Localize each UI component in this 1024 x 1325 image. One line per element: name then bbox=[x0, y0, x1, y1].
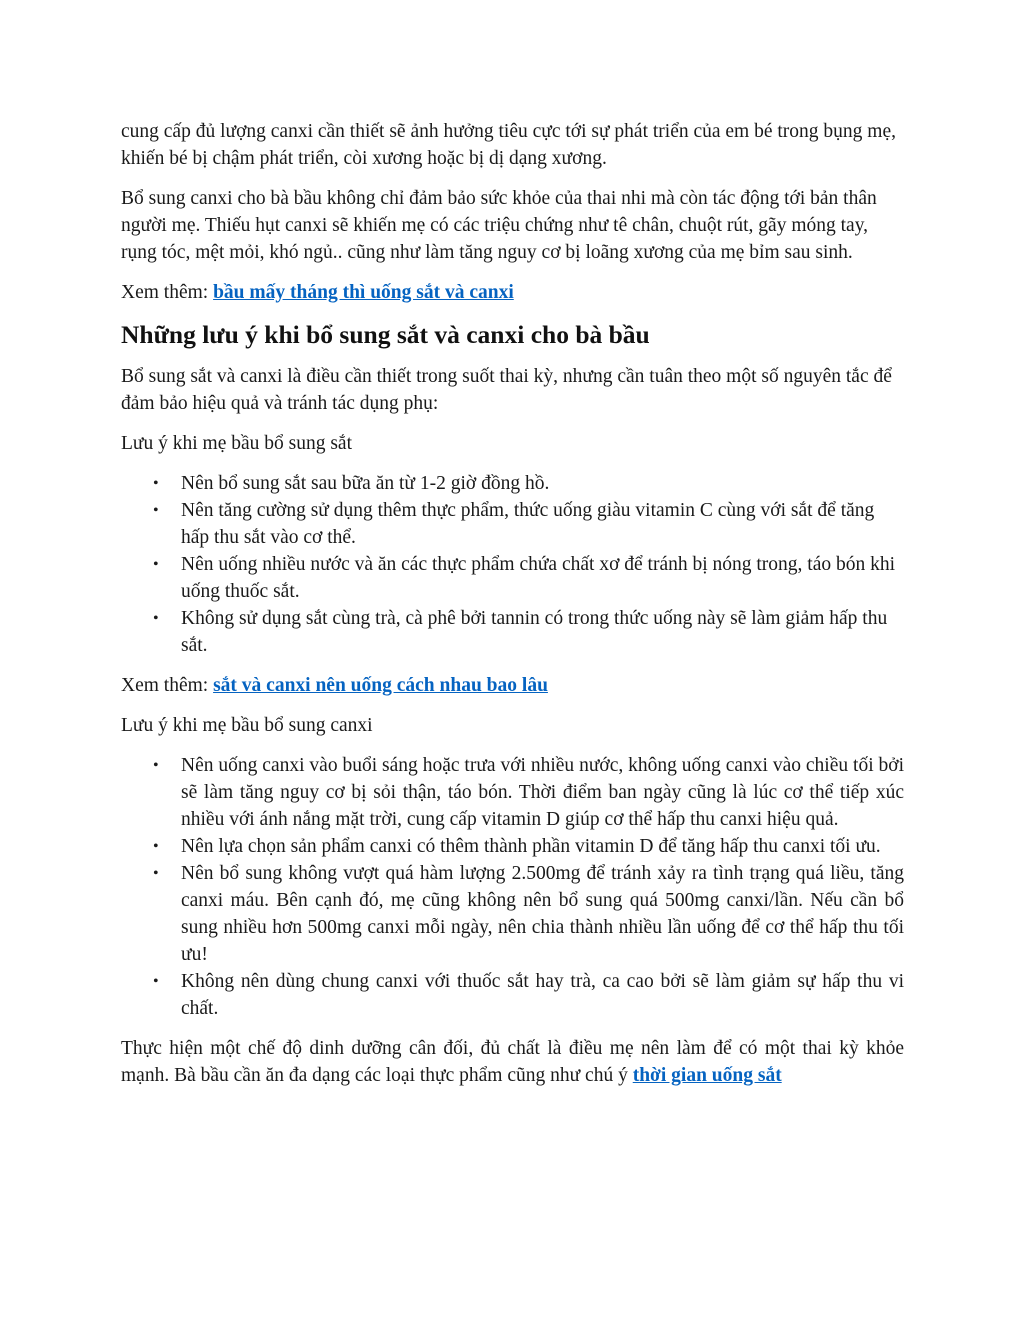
calcium-notes-list bbox=[121, 752, 904, 1022]
list-item-text: Nên bổ sung không vượt quá hàm lượng 2.500mg để tránh xảy ra tình trạng quá liều, tăng canxi máu. Bên cạnh đó, mẹ cũng không nên bổ sung quá 500mg canxi/lần. Nếu cần bổ sung nhiều hơn 500mg canxi mỗi ngày, nên chia thành nhiều lần uống để cơ thể hấp thu tối ưu! bbox=[181, 863, 904, 965]
list-item-text: Nên uống canxi vào buổi sáng hoặc trưa với nhiều nước, không uống canxi vào chiều tối bởi sẽ làm tăng nguy cơ bị sỏi thận, táo bón. Thời điểm ban ngày cũng là lúc cơ thể tiếp xúc nhiều với ánh nắng mặt trời, cung cấp vitamin D giúp cơ thể hấp thu canxi hiệu quả. bbox=[181, 755, 904, 830]
list-item-text: Nên tăng cường sử dụng thêm thực phẩm, thức uống giàu vitamin C cùng với sắt để tăng hấp thu sắt vào cơ thể. bbox=[181, 500, 875, 548]
bullet-icon: • bbox=[153, 865, 159, 882]
paragraph-calcium-effects: cung cấp đủ lượng canxi cần thiết sẽ ảnh hưởng tiêu cực tới sự phát triển của em bé trong bụng mẹ, khiến bé bị chậm phát triển, còi xương hoặc bị dị dạng xương. bbox=[121, 121, 896, 169]
list-item bbox=[121, 551, 904, 605]
paragraph-calcium-mother: Bổ sung canxi cho bà bầu không chỉ đảm bảo sức khỏe của thai nhi mà còn tác động tới bản thân người mẹ. Thiếu hụt canxi sẽ khiến mẹ có các triệu chứng như tê chân, chuột rút, gãy móng tay, rụng tóc, mệt mỏi, khó ngủ.. cũng như làm tăng nguy cơ bị loãng xương của mẹ bỉm sau sinh. bbox=[121, 188, 877, 263]
iron-notes-list bbox=[121, 470, 904, 659]
bullet-icon: • bbox=[153, 757, 159, 774]
list-item bbox=[121, 605, 904, 659]
bullet-icon: • bbox=[153, 838, 159, 855]
see-more-link-interval[interactable]: sắt và canxi nên uống cách nhau bao lâu bbox=[213, 675, 548, 696]
link-iron-timing[interactable]: thời gian uống sắt bbox=[632, 1065, 782, 1086]
closing-text: Thực hiện một chế độ dinh dưỡng cân đối, đủ chất là điều mẹ nên làm để có một thai kỳ khỏe mạnh. Bà bầu cần ăn đa dạng các loại thực phẩm cũng như chú ý bbox=[121, 1038, 904, 1086]
iron-section-title: Lưu ý khi mẹ bầu bổ sung sắt bbox=[121, 433, 353, 454]
see-more-label: Xem thêm: bbox=[121, 282, 214, 303]
list-item bbox=[121, 752, 904, 833]
list-item bbox=[121, 497, 904, 551]
paragraph-intro: Bổ sung sắt và canxi là điều cần thiết trong suốt thai kỳ, nhưng cần tuân theo một số nguyên tắc để đảm bảo hiệu quả và tránh tác dụng phụ: bbox=[121, 366, 892, 414]
see-more-label: Xem thêm: bbox=[121, 675, 214, 696]
list-item bbox=[121, 470, 904, 497]
paragraph-closing bbox=[121, 1035, 904, 1089]
list-item-text: Nên uống nhiều nước và ăn các thực phẩm chứa chất xơ để tránh bị nóng trong, táo bón khi uống thuốc sắt. bbox=[181, 554, 896, 602]
bullet-icon: • bbox=[153, 610, 159, 627]
list-item-text: Nên lựa chọn sản phẩm canxi có thêm thành phần vitamin D để tăng hấp thu canxi tối ưu. bbox=[181, 836, 881, 857]
list-item bbox=[121, 968, 904, 1022]
list-item-text: Không nên dùng chung canxi với thuốc sắt hay trà, ca cao bởi sẽ làm giảm sự hấp thu vi chất. bbox=[181, 971, 904, 1019]
list-item-text: Nên bổ sung sắt sau bữa ăn từ 1-2 giờ đồng hồ. bbox=[181, 473, 550, 494]
see-more-link-iron-calcium-months[interactable]: bầu mấy tháng thì uống sắt và canxi bbox=[213, 282, 514, 303]
calcium-section-title: Lưu ý khi mẹ bầu bổ sung canxi bbox=[121, 715, 373, 736]
list-item-text: Không sử dụng sắt cùng trà, cà phê bởi tannin có trong thức uống này sẽ làm giảm hấp thu sắt. bbox=[181, 608, 888, 656]
list-item bbox=[121, 860, 904, 968]
see-more-2 bbox=[121, 672, 904, 699]
list-item bbox=[121, 833, 904, 860]
bullet-icon: • bbox=[153, 475, 159, 492]
bullet-icon: • bbox=[153, 502, 159, 519]
bullet-icon: • bbox=[153, 973, 159, 990]
bullet-icon: • bbox=[153, 556, 159, 573]
see-more-1 bbox=[121, 279, 904, 306]
document-page bbox=[121, 118, 904, 1102]
section-heading: Những lưu ý khi bổ sung sắt và canxi cho bà bầu bbox=[121, 320, 650, 349]
